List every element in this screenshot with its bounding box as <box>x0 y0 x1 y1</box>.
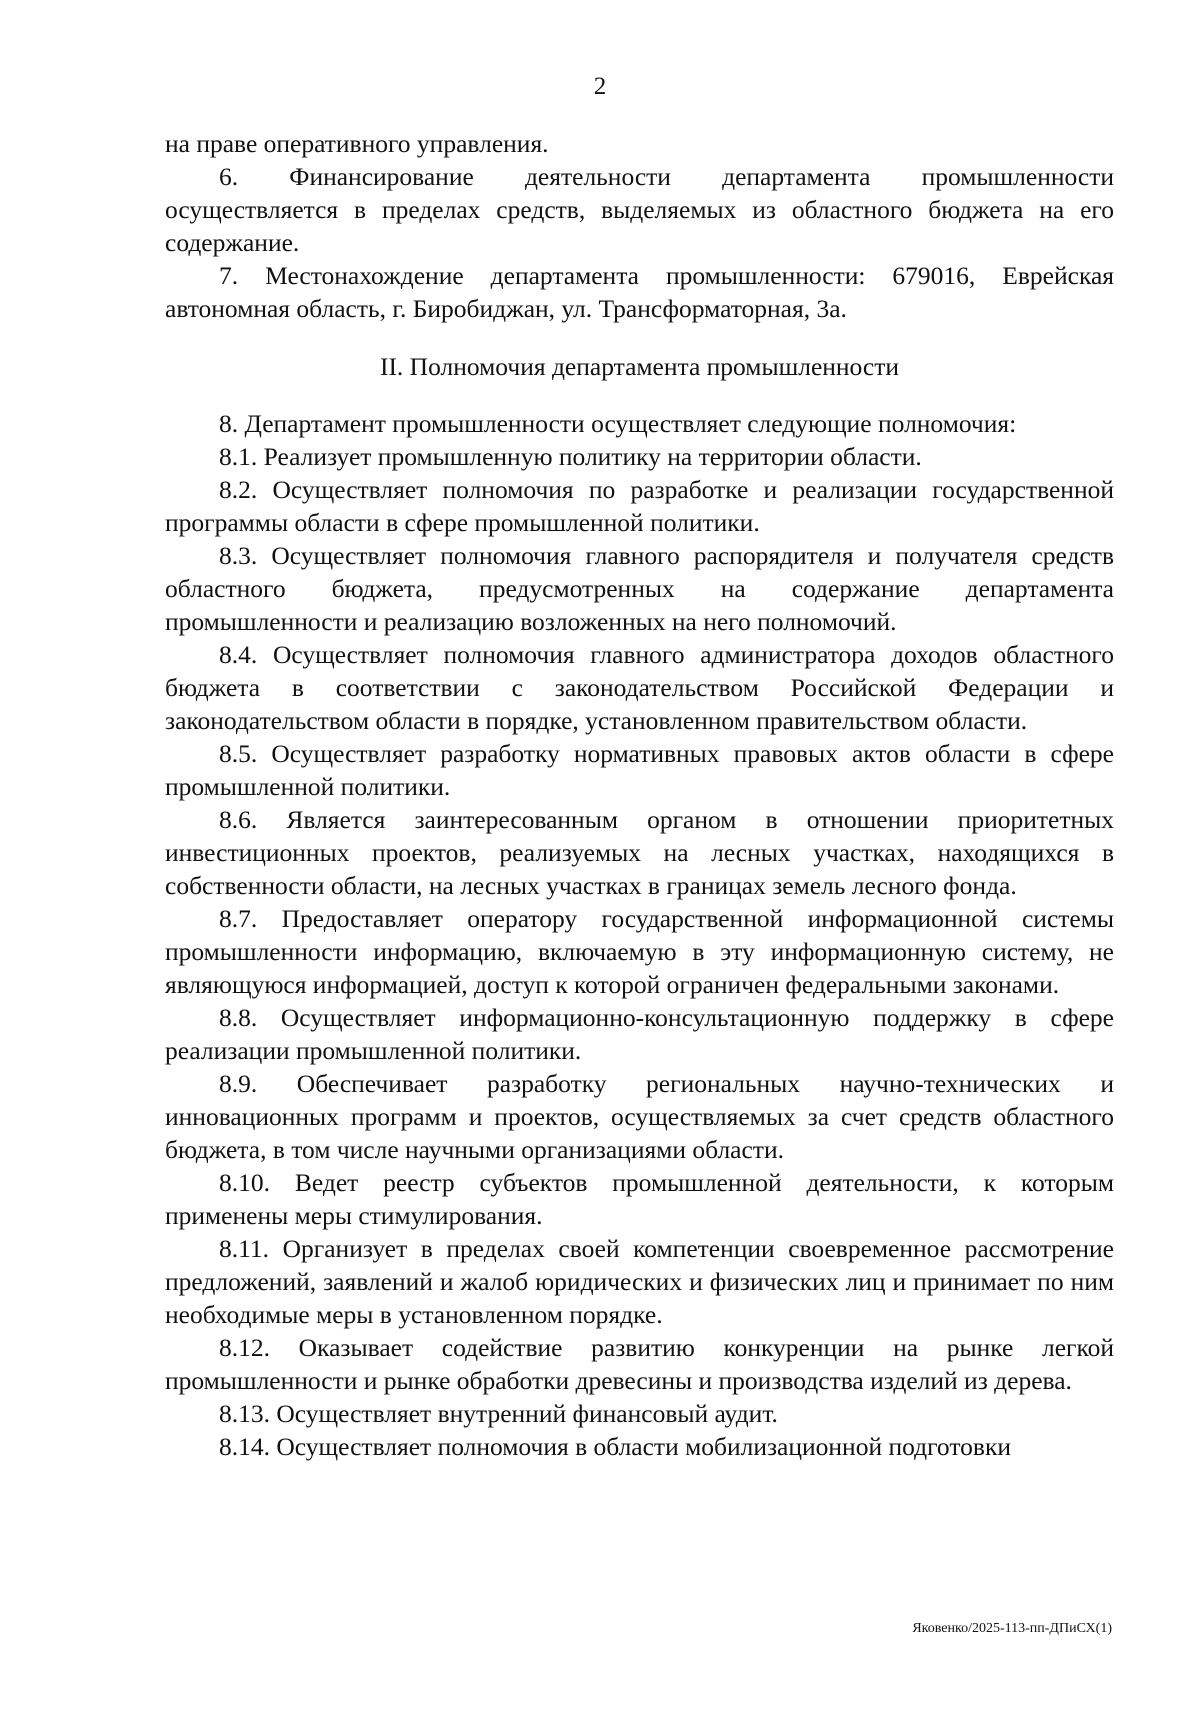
paragraph-continuation: на праве оперативного управления. <box>165 129 549 158</box>
paragraph-8-12: 8.12. Оказывает содействие развитию конкуренции на рынке легкой промышленности и рынке обработки древесины и производства изделий из дерева. <box>165 1333 1114 1395</box>
paragraph-8-1: 8.1. Реализует промышленную политику на территории области. <box>219 442 922 471</box>
paragraph-8-9: 8.9. Обеспечивает разработку региональных научно-технических и инновационных программ и проектов, осуществляемых за счет средств областного бюджета, в том числе научными организациями области. <box>165 1069 1114 1164</box>
document-code-footer: Яковенко/2025-113-пп-ДПиСХ(1) <box>912 1621 1112 1636</box>
paragraph-6: 6. Финансирование деятельности департамента промышленности осуществляется в пределах средств, выделяемых из областного бюджета на его содержание. <box>165 162 1114 257</box>
paragraph-8-10: 8.10. Ведет реестр субъектов промышленной деятельности, к которым применены меры стимулирования. <box>165 1168 1114 1230</box>
document-body <box>165 127 1114 1463</box>
paragraph-8-11: 8.11. Организует в пределах своей компетенции своевременное рассмотрение предложений, заявлений и жалоб юридических и физических лиц и принимает по ним необходимые меры в установленном порядке. <box>165 1234 1114 1329</box>
paragraph-8-3: 8.3. Осуществляет полномочия главного распорядителя и получателя средств областного бюджета, предусмотренных на содержание департамента промышленности и реализацию возложенных на него полномочий. <box>165 541 1114 636</box>
page-number: 2 <box>593 73 607 100</box>
paragraph-8-5: 8.5. Осуществляет разработку нормативных правовых актов области в сфере промышленной политики. <box>165 739 1114 801</box>
paragraph-8-13: 8.13. Осуществляет внутренний финансовый аудит. <box>219 1399 778 1428</box>
paragraph-8-4: 8.4. Осуществляет полномочия главного администратора доходов областного бюджета в соответствии с законодательством Российской Федерации и законодательством области в порядке, установленном правительством области. <box>165 640 1114 735</box>
paragraph-8-8: 8.8. Осуществляет информационно-консультационную поддержку в сфере реализации промышленной политики. <box>165 1003 1114 1065</box>
paragraph-8-6: 8.6. Является заинтересованным органом в отношении приоритетных инвестиционных проектов, реализуемых на лесных участках, находящихся в собственности области, на лесных участках в границах земель лесного фонда. <box>165 805 1114 900</box>
paragraph-8-7: 8.7. Предоставляет оператору государственной информационной системы промышленности информацию, включаемую в эту информационную систему, не являющуюся информацией, доступ к которой ограничен федеральными законами. <box>165 904 1114 999</box>
paragraph-8-2: 8.2. Осуществляет полномочия по разработке и реализации государственной программы области в сфере промышленной политики. <box>165 475 1114 537</box>
paragraph-8-14: 8.14. Осуществляет полномочия в области мобилизационной подготовки <box>219 1432 1011 1461</box>
paragraph-8: 8. Департамент промышленности осуществляет следующие полномочия: <box>219 409 1017 438</box>
section-heading: II. Полномочия департамента промышленности <box>379 352 900 381</box>
paragraph-7: 7. Местонахождение департамента промышленности: 679016, Еврейская автономная область, г. Биробиджан, ул. Трансформаторная, 3а. <box>165 261 1114 323</box>
